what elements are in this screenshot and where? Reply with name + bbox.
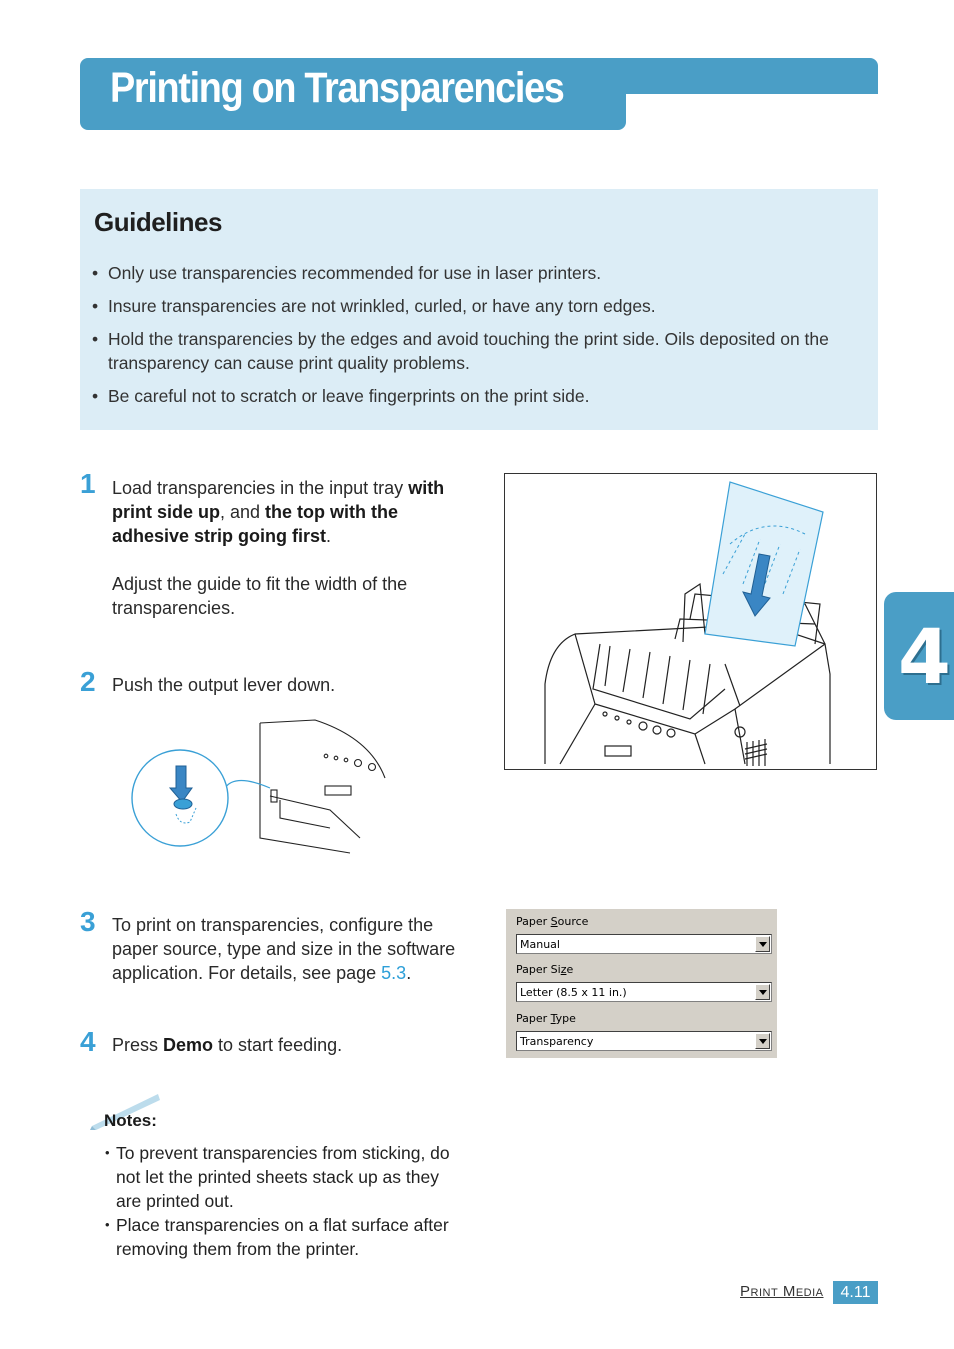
bullet: • (105, 1145, 110, 1160)
paper-source-select[interactable] (516, 934, 772, 954)
paper-size-label: Paper Size (516, 963, 574, 976)
paper-size-select[interactable] (516, 982, 772, 1002)
list-item: • Only use transparencies recommended for use in laser printers. (92, 263, 602, 283)
paper-type-label: Paper Type (516, 1012, 576, 1025)
notes-title: Notes: (104, 1111, 157, 1130)
title-bar-extension (600, 58, 878, 94)
dropdown-arrow-icon[interactable] (755, 936, 770, 952)
guidelines-box (80, 189, 878, 430)
paper-type-select[interactable] (516, 1031, 772, 1051)
chapter-tab (884, 592, 954, 720)
page-link[interactable]: 5.3 (381, 963, 407, 983)
step-4-number: 4 (80, 1026, 96, 1057)
list-item: • To prevent transparencies from sticking, do not let the printed sheets stack up as they are printed out. (105, 1143, 450, 1211)
list-item: • Place transparencies on a flat surface after removing them from the printer. (105, 1215, 449, 1259)
step-1-text: Load transparencies in the input tray with print side up, and the top with the adhesive strip going first. (112, 478, 445, 546)
step-3-text: To print on transparencies, configure the paper source, type and size in the software application. For details, see page 5.3. (112, 915, 456, 983)
step-4-text: Press Demo to start feeding. (112, 1035, 343, 1055)
bullet: • (92, 296, 99, 316)
paper-settings-dialog (506, 909, 777, 1058)
step-1-number: 1 (80, 468, 96, 499)
paper-source-label: Paper Source (516, 915, 589, 928)
page-title: Printing on Transparencies (110, 64, 564, 112)
bullet: • (105, 1217, 110, 1232)
dropdown-arrow-icon[interactable] (755, 1033, 770, 1049)
printer-drawing-icon (505, 474, 877, 770)
list-item: • Hold the transparencies by the edges and avoid touching the print side. Oils deposited on the transparency can cause print quality problems. (92, 329, 829, 373)
dropdown-arrow-icon[interactable] (755, 984, 770, 1000)
paper-size-value: Letter (8.5 x 11 in.) (520, 986, 627, 999)
paper-source-value: Manual (520, 938, 560, 951)
notes-list (105, 1141, 455, 1261)
step-3-number: 3 (80, 906, 96, 937)
output-lever-illustration (130, 718, 390, 856)
step-2-text: Push the output lever down. (112, 675, 336, 695)
guidelines-list (92, 261, 864, 417)
guidelines-heading: Guidelines (94, 207, 222, 237)
printer-illustration (504, 473, 877, 770)
output-lever-drawing-icon (130, 718, 390, 856)
bullet: • (92, 263, 99, 283)
step-2-number: 2 (80, 666, 96, 697)
paper-type-value: Transparency (520, 1035, 594, 1048)
chapter-number: 4 (898, 612, 951, 701)
step-1-para2: Adjust the guide to fit the width of the transparencies. (112, 574, 408, 618)
page-number: 4.11 (833, 1281, 878, 1304)
list-item: • Insure transparencies are not wrinkled, curled, or have any torn edges. (92, 296, 656, 316)
bullet: • (92, 386, 99, 406)
footer-section: Print Media (740, 1283, 824, 1300)
list-item: • Be careful not to scratch or leave fingerprints on the print side. (92, 386, 590, 406)
bullet: • (92, 329, 99, 349)
